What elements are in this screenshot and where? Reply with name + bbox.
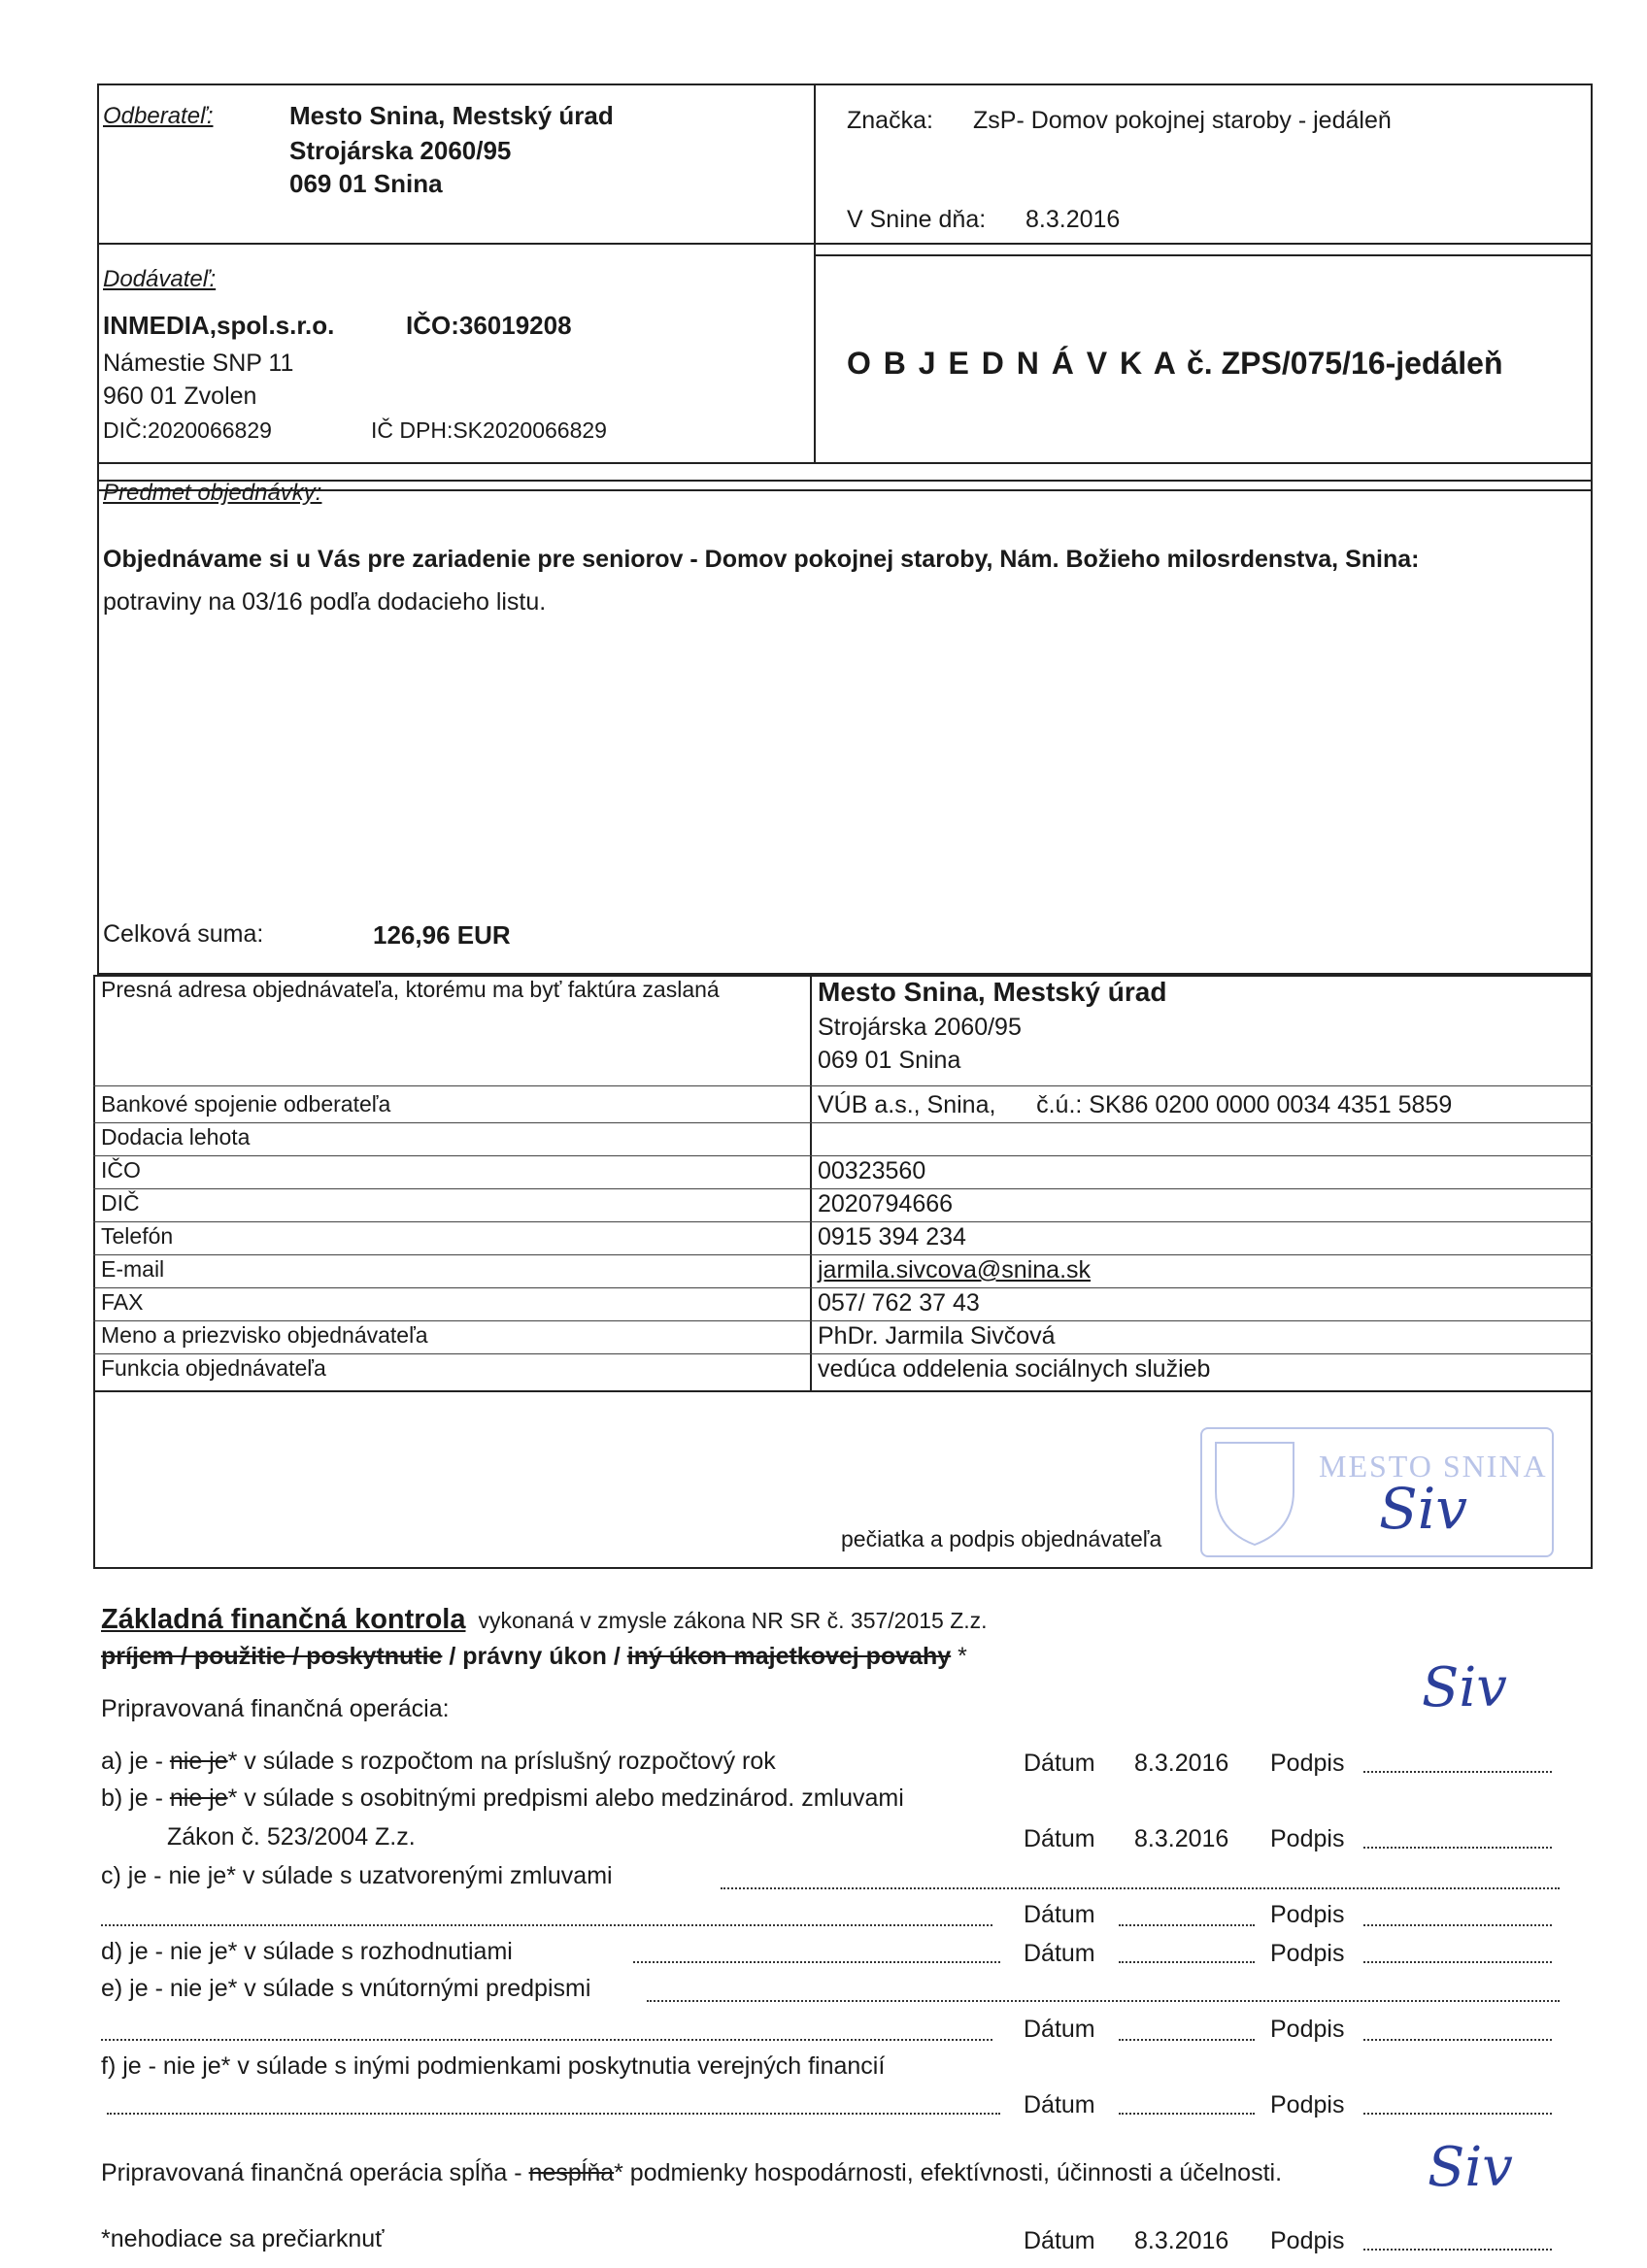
item-a-date: 8.3.2016 <box>1134 1750 1229 1777</box>
control-struck-2: iný úkon majetkovej povahy <box>626 1643 952 1670</box>
final-podpis: Podpis <box>1270 2227 1345 2254</box>
address-label: Presná adresa objednávateľa, ktorému ma byť faktúra zaslaná <box>101 977 720 1002</box>
row-sep-6 <box>93 1287 1593 1288</box>
detail-value: vedúca oddelenia sociálnych služieb <box>818 1355 1211 1383</box>
detail-label: Meno a priezvisko objednávateľa <box>101 1322 428 1348</box>
detail-label: DIČ <box>101 1190 140 1216</box>
subject-bold-line: Objednávame si u Vás pre zariadenie pre seniorov - Domov pokojnej staroby, Nám. Božieho milosrdenstva, Snina: <box>103 546 1420 573</box>
item-e-dots-2 <box>101 2039 992 2041</box>
stamp-crest-icon <box>1206 1433 1303 1550</box>
final-date: 8.3.2016 <box>1134 2227 1229 2254</box>
item-a-podpis: Podpis <box>1270 1750 1345 1777</box>
row-sep-2 <box>93 1155 1593 1156</box>
mark-label: Značka: <box>847 107 933 134</box>
detail-label: IČO <box>101 1157 141 1183</box>
item-d-sign-dots <box>1363 1961 1552 1963</box>
row-sep-3 <box>93 1188 1593 1189</box>
control-type-line <box>101 1643 967 1671</box>
row-sep-5 <box>93 1254 1593 1255</box>
item-c-dots-1 <box>721 1887 1560 1889</box>
item-b-date: 8.3.2016 <box>1134 1825 1229 1852</box>
row-sep-0 <box>93 1085 1593 1086</box>
item-f: f) je - nie je* v súlade s inými podmienkami poskytnutia verejných financií <box>101 2052 886 2080</box>
item-b-post: * v súlade s osobitnými predpismi alebo medzinárod. zmluvami <box>227 1784 904 1812</box>
control-struck-1: príjem / použitie / poskytnutie <box>101 1643 443 1670</box>
customer-city: 069 01 Snina <box>289 169 443 198</box>
total-label: Celková suma: <box>103 920 264 948</box>
detail-value: 057/ 762 37 43 <box>818 1289 980 1317</box>
item-e-podpis: Podpis <box>1270 2016 1345 2043</box>
item-f-podpis: Podpis <box>1270 2091 1345 2118</box>
signature-1: Siv <box>1379 1476 1468 1542</box>
date-value: 8.3.2016 <box>1025 206 1121 233</box>
supplier-street: Námestie SNP 11 <box>103 350 294 377</box>
row-sep-4 <box>93 1221 1593 1222</box>
item-d-date-dots <box>1119 1961 1255 1963</box>
item-c-sign-dots <box>1363 1924 1552 1926</box>
item-d: d) je - nie je* v súlade s rozhodnutiami <box>101 1938 513 1965</box>
item-b <box>101 1784 904 1813</box>
control-asterisk: * <box>951 1643 967 1670</box>
row-sep-7 <box>93 1320 1593 1321</box>
supplier-name: INMEDIA,spol.s.r.o. <box>103 311 335 340</box>
item-e-sign-dots <box>1363 2039 1552 2041</box>
item-b-struck: nie je <box>169 1784 228 1812</box>
item-b-law: Zákon č. 523/2004 Z.z. <box>167 1823 416 1851</box>
final-struck: nespĺňa <box>528 2159 615 2186</box>
item-d-datum: Dátum <box>1024 1940 1095 1967</box>
item-e-date-dots <box>1119 2039 1255 2041</box>
footnote: *nehodiace sa prečiarknuť <box>101 2225 385 2252</box>
detail-value: 2020794666 <box>818 1190 954 1217</box>
item-c-dots-2 <box>101 1924 992 1926</box>
detail-value: 0915 394 234 <box>818 1223 966 1251</box>
header-sep-1 <box>97 243 1593 245</box>
item-e-datum: Dátum <box>1024 2016 1095 2043</box>
control-title-rest: vykonaná v zmysle zákona NR SR č. 357/2015 Z.z. <box>478 1608 988 1633</box>
order-number: č. ZPS/075/16-jedáleň <box>1187 346 1503 381</box>
supplier-dic: DIČ:2020066829 <box>103 417 272 443</box>
order-title: O B J E D N Á V K A <box>847 346 1178 381</box>
row-sep-8 <box>93 1353 1593 1354</box>
detail-label: Dodacia lehota <box>101 1124 251 1150</box>
supplier-city: 960 01 Zvolen <box>103 383 257 410</box>
supplier-ic-dph: IČ DPH:SK2020066829 <box>371 417 607 443</box>
total-value: 126,96 EUR <box>373 920 511 950</box>
prepared-label: Pripravovaná finančná operácia: <box>101 1695 450 1722</box>
detail-label: Funkcia objednávateľa <box>101 1355 326 1381</box>
detail-label: Bankové spojenie odberateľa <box>101 1091 391 1117</box>
item-f-date-dots <box>1119 2113 1255 2115</box>
item-a-struck: nie je <box>169 1748 228 1775</box>
item-b-pre: b) je - <box>101 1784 170 1812</box>
detail-value: PhDr. Jarmila Sivčová <box>818 1322 1056 1350</box>
item-c: c) je - nie je* v súlade s uzatvorenými zmluvami <box>101 1862 613 1889</box>
item-f-datum: Dátum <box>1024 2091 1095 2118</box>
customer-label: Odberateľ: <box>103 103 214 129</box>
item-f-sign-dots <box>1363 2113 1552 2115</box>
item-c-date-dots <box>1119 1924 1255 1926</box>
final-pre: Pripravovaná finančná operácia spĺňa - <box>101 2159 529 2186</box>
address-city: 069 01 Snina <box>818 1047 961 1074</box>
item-d-podpis: Podpis <box>1270 1940 1345 1967</box>
header-sep-3 <box>97 462 1593 464</box>
item-a <box>101 1748 776 1776</box>
item-b-podpis: Podpis <box>1270 1825 1345 1852</box>
email-link[interactable]: jarmila.sivcova@snina.sk <box>818 1256 1092 1284</box>
final-datum: Dátum <box>1024 2227 1095 2254</box>
control-middle: / právny úkon / <box>442 1643 627 1670</box>
customer-street: Strojárska 2060/95 <box>289 136 512 165</box>
supplier-label: Dodávateľ: <box>103 266 217 292</box>
final-sign-dots <box>1363 2249 1552 2251</box>
item-b-datum: Dátum <box>1024 1825 1095 1852</box>
signature-3: Siv <box>1428 2136 1513 2199</box>
item-e-dots-1 <box>647 2000 1560 2002</box>
item-a-sign-dots <box>1363 1771 1552 1773</box>
header-divider <box>814 83 816 462</box>
detail-value: VÚB a.s., Snina, č.ú.: SK86 0200 0000 0034 4351 5859 <box>818 1091 1453 1118</box>
row-sep-9 <box>93 1390 1593 1392</box>
customer-name: Mesto Snina, Mestský úrad <box>289 101 614 130</box>
item-a-post: * v súlade s rozpočtom na príslušný rozpočtový rok <box>227 1748 776 1775</box>
detail-label: Telefón <box>101 1223 174 1249</box>
control-heading <box>101 1604 988 1636</box>
item-d-dots <box>633 1961 1000 1963</box>
subject-label: Predmet objednávky: <box>103 480 322 506</box>
final-post: * podmienky hospodárnosti, efektívnosti, účinnosti a účelnosti. <box>614 2159 1283 2186</box>
item-e: e) je - nie je* v súlade s vnútornými predpismi <box>101 1975 591 2002</box>
item-c-podpis: Podpis <box>1270 1901 1345 1928</box>
row-sep-1 <box>93 1122 1593 1123</box>
date-label: V Snine dňa: <box>847 206 987 233</box>
detail-label: FAX <box>101 1289 144 1315</box>
detail-label: E-mail <box>101 1256 165 1282</box>
details-divider <box>810 975 812 1390</box>
item-a-pre: a) je - <box>101 1748 170 1775</box>
signature-2: Siv <box>1422 1656 1507 1719</box>
control-title: Základná finančná kontrola <box>101 1604 466 1635</box>
header-sep-2 <box>814 254 1593 256</box>
item-a-datum: Dátum <box>1024 1750 1095 1777</box>
supplier-ico: IČO:36019208 <box>406 311 572 340</box>
stamp-text: MESTO SNINA <box>1319 1449 1548 1484</box>
stamp-label: pečiatka a podpis objednávateľa <box>841 1526 1162 1551</box>
item-b-sign-dots <box>1363 1847 1552 1849</box>
mark-value: ZsP- Domov pokojnej staroby - jedáleň <box>973 107 1392 134</box>
item-f-dots <box>107 2113 1000 2115</box>
final-statement <box>101 2159 1282 2187</box>
item-c-datum: Dátum <box>1024 1901 1095 1928</box>
subject-line: potraviny na 03/16 podľa dodacieho listu. <box>103 588 547 616</box>
stamp <box>1200 1427 1554 1557</box>
address-name: Mesto Snina, Mestský úrad <box>818 977 1167 1007</box>
address-street: Strojárska 2060/95 <box>818 1014 1022 1041</box>
detail-value: 00323560 <box>818 1157 926 1184</box>
